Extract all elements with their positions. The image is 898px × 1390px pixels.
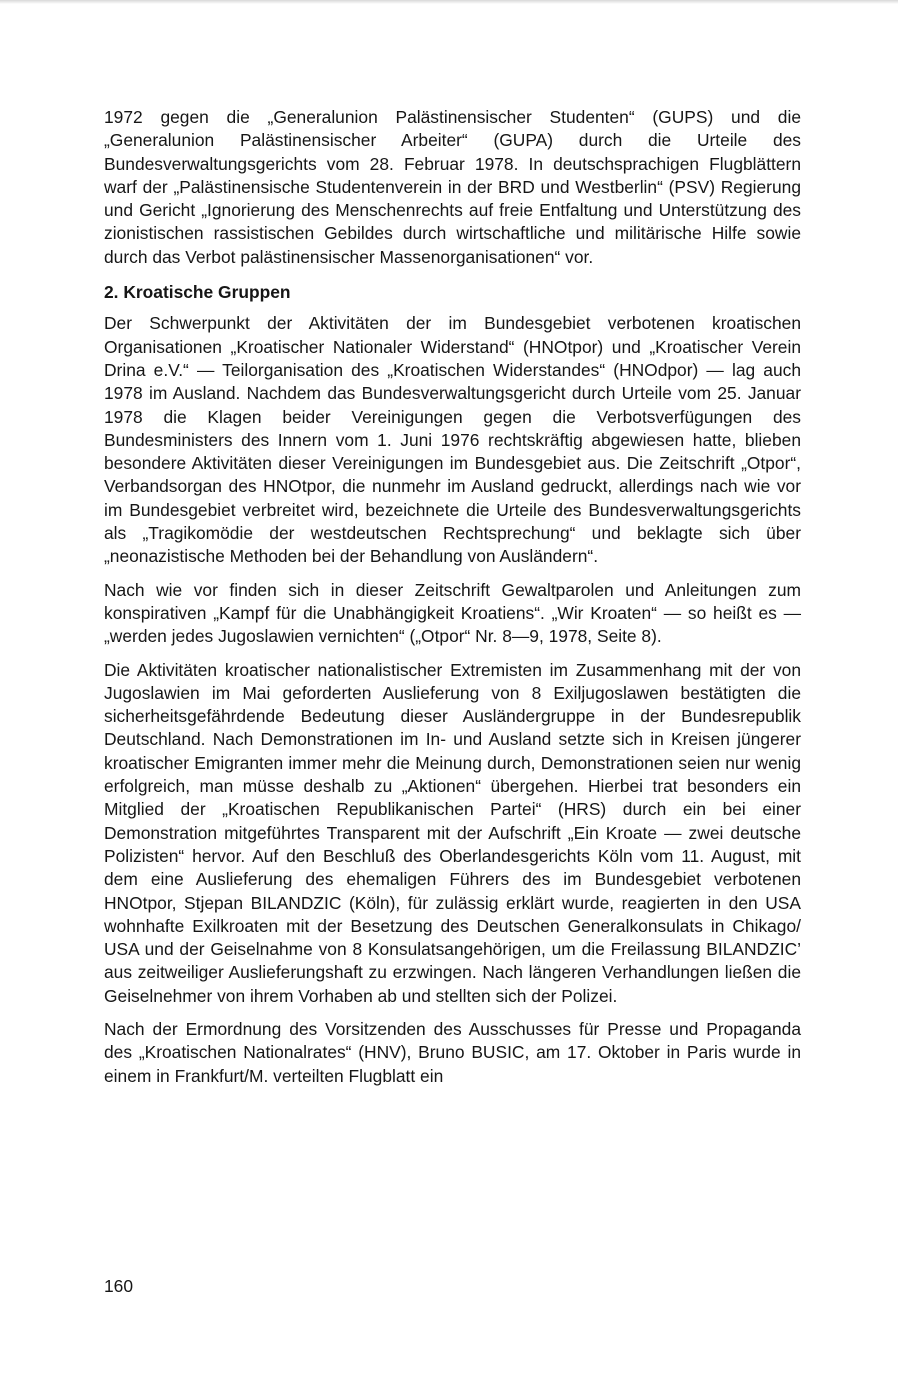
paragraph-otpor-quotes: Nach wie vor finden sich in dieser Zeitschrift Gewaltparolen und Anleitungen zum konspirativen „Kampf für die Unabhängigkeit Kroatiens“. „Wir Kroaten“ — so heißt es — „werden jedes Jugoslawien vernichten“ („Otpor“ Nr. 8—9, 1978, Seite 8). [104, 579, 801, 647]
paragraph-hnotpor: Der Schwerpunkt der Aktivitäten der im Bundesgebiet verbotenen kroatischen Organisationen „Kroatischer Nationaler Widerstand“ (HNOtpor) und „Kroatischer Verein Drina e.V.“ — Teilorganisation des „Kroatischen Widerstandes“ (HNOdpor) — lag auch 1978 im Ausland. Nachdem das Bundesverwaltungsgericht durch Urteile vom 25. Januar 1978 die Klagen beider Vereinigungen gegen die Verbotsverfügungen des Bundesministers des Innern vom 1. Juni 1976 rechtskräftig abgewiesen hatte, blieben besondere Aktivitäten dieser Vereinigungen im Bundesgebiet aus. Die Zeitschrift „Otpor“, Verbandsorgan des HNOtpor, die nunmehr im Ausland gedruckt, allerdings nach wie vor im Bundesgebiet verbreitet wird, bezeichnete die Urteile des Bundesverwaltungsgerichts als „Tragikomödie der westdeutschen Rechtsprechung“ und beklagte sich über „neonazistische Methoden bei der Behandlung von Ausländern“. [104, 313, 801, 567]
section-heading: 2. Kroatische Gruppen [104, 282, 291, 303]
paragraph-busic: Nach der Ermordnung des Vorsitzenden des Ausschusses für Presse und Propaganda des „Kroatischen Nationalrates“ (HNV), Bruno BUSIC, am 17. Oktober in Paris wurde in einem in Frankfurt/M. verteilten Flugblatt ein [104, 1018, 801, 1086]
scan-top-edge [0, 0, 898, 4]
paragraph-extremist-activities: Die Aktivitäten kroatischer nationalistischer Extremisten im Zusammenhang mit der von Jugoslawien im Mai geforderten Auslieferung von 8 Exiljugoslawen bestätigten die sicherheitsgefährdende Bedeutung dieser Ausländergruppe in der Bundesrepublik Deutschland. Nach Demonstrationen im In- und Ausland setzte sich in Kreisen jüngerer kroatischer Emigranten immer mehr die Meinung durch, Demonstrationen seien nur wenig erfolgreich, man müsse deshalb zu „Aktionen“ übergehen. Hierbei trat besonders ein Mitglied der „Kroatischen Republikanischen Partei“ (HRS) durch ein bei einer Demonstration mitgeführtes Transparent mit der Aufschrift „Ein Kroate — zwei deutsche Polizisten“ hervor. Auf den Beschluß des Oberlandesgerichts Köln vom 11. August, mit dem eine Auslieferung des ehemaligen Führers des im Bundesgebiet verbotenen HNOtpor, Stjepan BILANDZIC (Köln), für zulässig erklärt wurde, reagierten in den USA wohnhafte Exilkroaten mit der Besetzung des Deutschen Generalkonsulats in Chikago/ USA und der Geiselnahme von 8 Konsulatsangehörigen, um die Freilassung BILANDZIC’ aus zeitweiliger Auslieferungshaft zu erzwingen. Nach längeren Verhandlungen ließen die Geiselnehmer von ihrem Vorhaben ab und stellten sich der Polizei. [104, 659, 801, 1006]
page-number: 160 [104, 1276, 134, 1296]
document-page [104, 106, 801, 1088]
paragraph-gups-gupa: 1972 gegen die „Generalunion Palästinensischer Studenten“ (GUPS) und die „Generalunion Palästinensischer Arbeiter“ (GUPA) durch die Urteile des Bundesverwaltungsgerichts vom 28. Februar 1978. In deutschsprachigen Flugblättern warf der „Palästinensische Studentenverein in der BRD und Westberlin“ (PSV) Regierung und Gericht „Ignorierung des Menschenrechts auf freie Entfaltung und Unterstützung des zionistischen rassistischen Gebildes durch wirtschaftliche und militärische Hilfe sowie durch das Verbot palästinensischer Massenorganisationen“ vor. [104, 107, 801, 267]
